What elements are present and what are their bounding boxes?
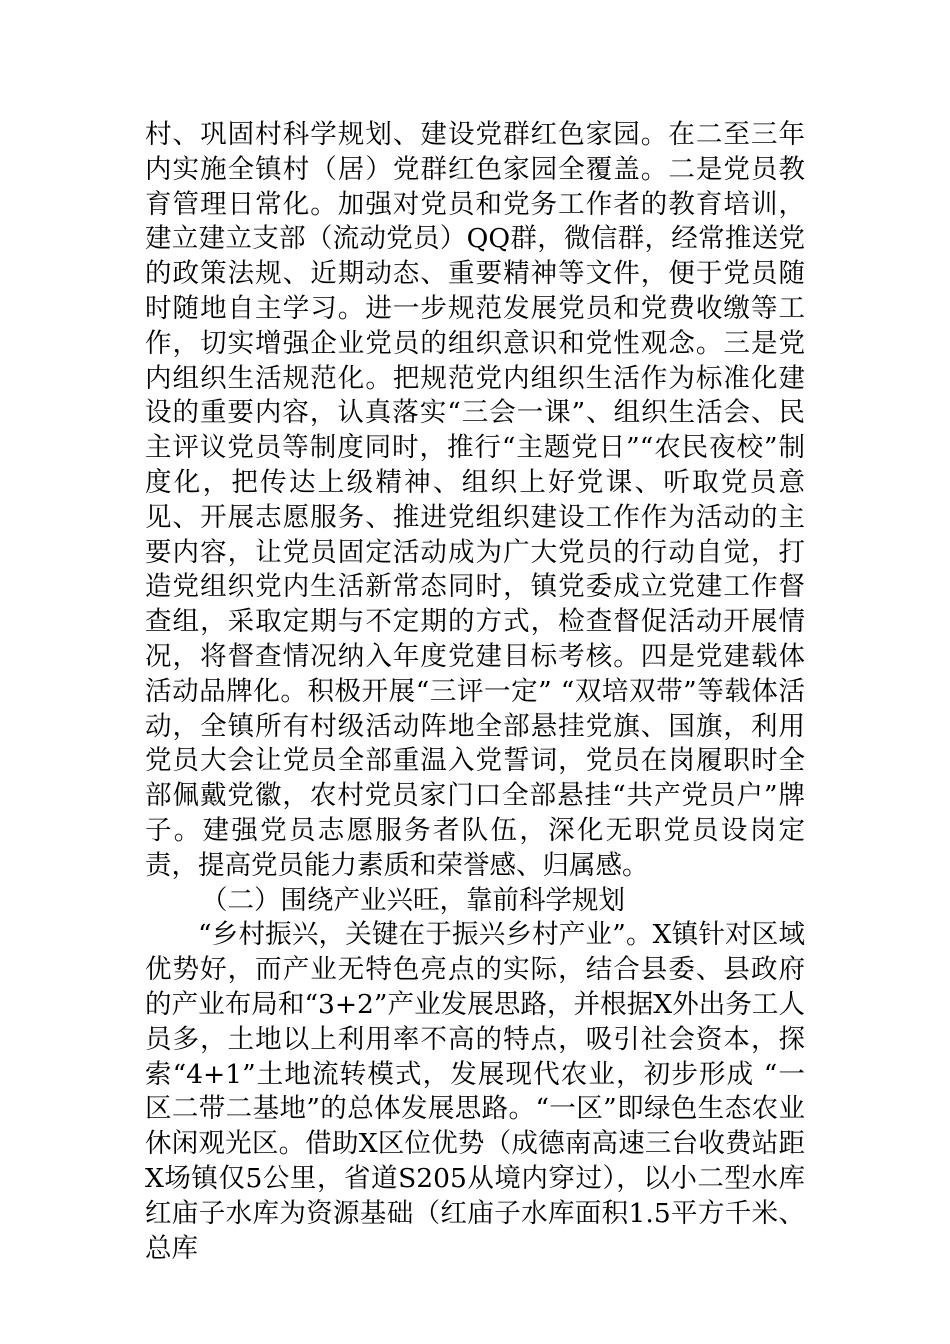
body-paragraph-continued: 村、巩固村科学规划、建设党群红色家园。在二至三年内实施全镇村（居）党群红色家园全覆盖。二是党员教育管理日常化。加强对党员和党务工作者的教育培训，建立建立支部（流动党员）QQ群，微信群，经常推送党的政策法规、近期动态、重要精神等文件，便于党员随时随地自主学习。进一步规范发展党员和党费收缴等工作，切实增强企业党员的组织意识和党性观念。三是党内组织生活规范化。把规范党内组织生活作为标准化建设的重要内容，认真落实“三会一课”、组织生活会、民主评议党员等制度同时，推行“主题党日”“农民夜校”制度化，把传达上级精神、组织上好党课、听取党员意见、开展志愿服务、推进党组织建设工作作为活动的主要内容，让党员固定活动成为广大党员的行动自觉，打造党组织党内生活新常态同时，镇党委成立党建工作督查组，采取定期与不定期的方式，检查督促活动开展情况，将督查情况纳入年度党建目标考核。四是党建载体活动品牌化。积极开展“三评一定” “双培双带”等载体活动，全镇所有村级活动阵地全部悬挂党旗、国旗，利用党员大会让党员全部重温入党誓词，党员在岗履职时全部佩戴党徽，农村党员家门口全部悬挂“共产党员户”牌子。建强党员志愿服务者队伍，深化无职党员设岗定责，提高党员能力素质和荣誉感、归属感。 [145,119,805,881]
section-heading: （二）围绕产业兴旺，靠前科学规划 [201,884,625,916]
body-paragraph: “乡村振兴，关键在于振兴乡村产业”。X镇针对区域优势好，而产业无特色亮点的实际，结合县委、县政府的产业布局和“3+2”产业发展思路，并根据X外出务工人员多，土地以上利用率不高的特点，吸引社会资本，探索“4+1”土地流转模式，发展现代农业，初步形成 “一区二带二基地”的总体发展思路。“一区”即绿色生态农业休闲观光区。借助X区位优势（成德南高速三台收费站距X场镇仅5公里，省道S205从境内穿过），以小二型水库红庙子水库为资源基础（红庙子水库面积1.5平方千米、总库 [145,919,805,1264]
document-page [145,118,805,1266]
